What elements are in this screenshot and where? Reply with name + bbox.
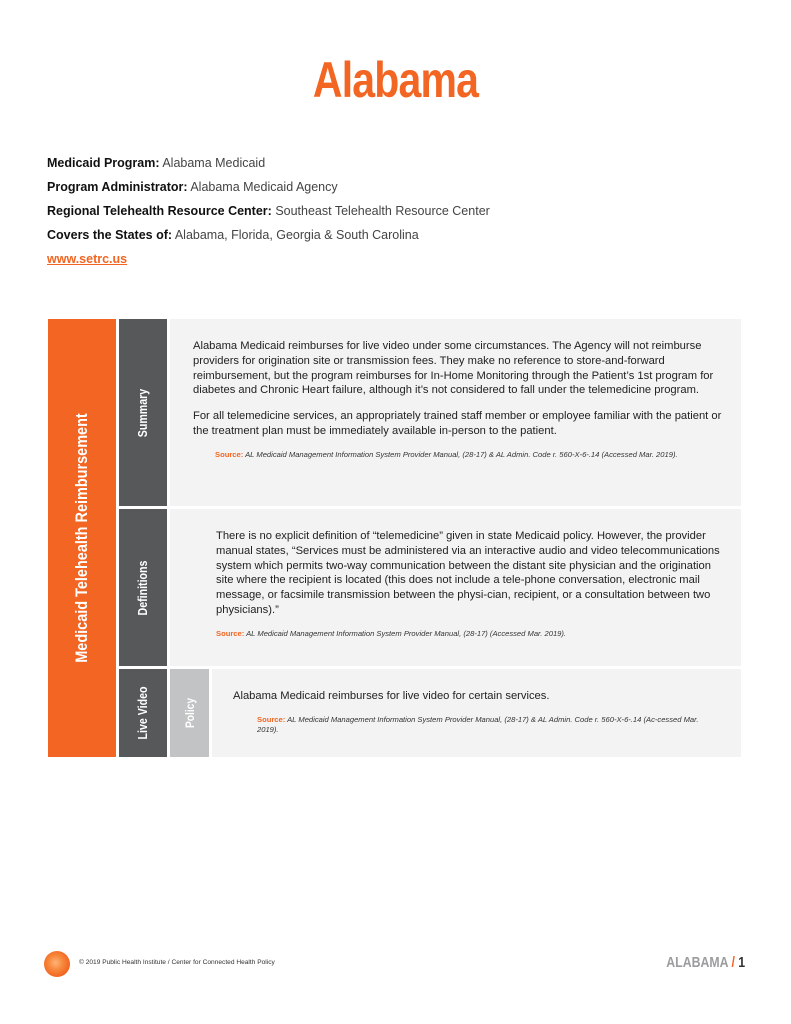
summary-label: Summary [136, 388, 150, 437]
definitions-paragraph: There is no explicit definition of “telemedicine” given in state Medicaid policy. However, the provider manual states, “Services must be administered via an interactive audio and video telecommunications system which permits two-way communication between the distant site physician and the origination site where the recipient is located (this does not include a tele-phone conversation, electronic mail message, or facsimile transmission between the physi-cian, recipient, or a consultation between two physicians).” [216, 530, 720, 616]
definitions-panel [170, 509, 741, 666]
footer-state: ALABAMA [666, 954, 728, 971]
definitions-section-label [119, 509, 167, 666]
live-video-label: Live Video [136, 686, 150, 740]
meta-label: Regional Telehealth Resource Center: [47, 204, 272, 218]
definitions-label: Definitions [136, 560, 150, 615]
summary-section-label [119, 319, 167, 506]
website-link[interactable]: www.setrc.us [47, 252, 128, 266]
covered-states-row [47, 227, 490, 251]
definitions-source [216, 629, 726, 639]
meta-value: Alabama Medicaid [162, 156, 266, 170]
live-video-source [257, 715, 717, 735]
footer-copyright: © 2019 Public Health Institute / Center for Connected Health Policy [79, 959, 275, 966]
source-tag: Source: [216, 628, 245, 638]
policy-sublabel [170, 669, 209, 757]
policy-label: Policy [182, 697, 197, 729]
source-text: AL Medicaid Management Information System Provider Manual, (28-17) & AL Admin. Code r. 560-X-6-.14 (Ac-cessed Mar. 2019). [257, 714, 699, 734]
meta-value: Alabama, Florida, Georgia & South Carolina [174, 228, 419, 242]
live-video-paragraph: Alabama Medicaid reimburses for live video for certain services. [233, 690, 550, 702]
live-video-section-label [119, 669, 167, 757]
side-category-bar [48, 319, 116, 757]
side-category-label: Medicaid Telehealth Reimbursement [72, 413, 91, 663]
source-tag: Source: [215, 449, 244, 459]
program-info [47, 155, 490, 275]
page-number: 1 [738, 954, 745, 971]
cchp-logo-icon [44, 951, 70, 977]
website-row [47, 251, 490, 275]
summary-source [215, 450, 715, 460]
meta-value: Southeast Telehealth Resource Center [275, 204, 490, 218]
footer-page-indicator [666, 954, 745, 971]
meta-label: Medicaid Program: [47, 156, 160, 170]
source-text: AL Medicaid Management Information System Provider Manual, (28-17) (Accessed Mar. 2019). [246, 628, 567, 638]
page-title: Alabama [312, 52, 479, 108]
meta-label: Program Administrator: [47, 180, 188, 194]
source-text: AL Medicaid Management Information System Provider Manual, (28-17) & AL Admin. Code r. 560-X-6-.14 (Accessed Mar. 2019). [245, 449, 678, 459]
meta-value: Alabama Medicaid Agency [190, 180, 338, 194]
resource-center-row [47, 203, 490, 227]
summary-paragraph: For all telemedicine services, an appropriately trained staff member or employee familiar with the patient or the treatment plan must be immediately available in-person to the patient. [193, 410, 722, 437]
program-administrator-row [47, 179, 490, 203]
summary-panel [170, 319, 741, 506]
live-video-panel [212, 669, 741, 757]
meta-label: Covers the States of: [47, 228, 173, 242]
source-tag: Source: [257, 714, 286, 724]
medicaid-program-row [47, 155, 490, 179]
summary-paragraph: Alabama Medicaid reimburses for live video under some circumstances. The Agency will not reimburse providers for origination site or transmission fees. They make no reference to store-and-forward reimbursement, but the program reimburses for In-Home Monitoring through the Patient’s 1st program for diabetes and Chronic Heart failure, although it’s not considered to fall under the telemedicine program. [193, 340, 714, 397]
footer-slash: / [731, 954, 735, 971]
